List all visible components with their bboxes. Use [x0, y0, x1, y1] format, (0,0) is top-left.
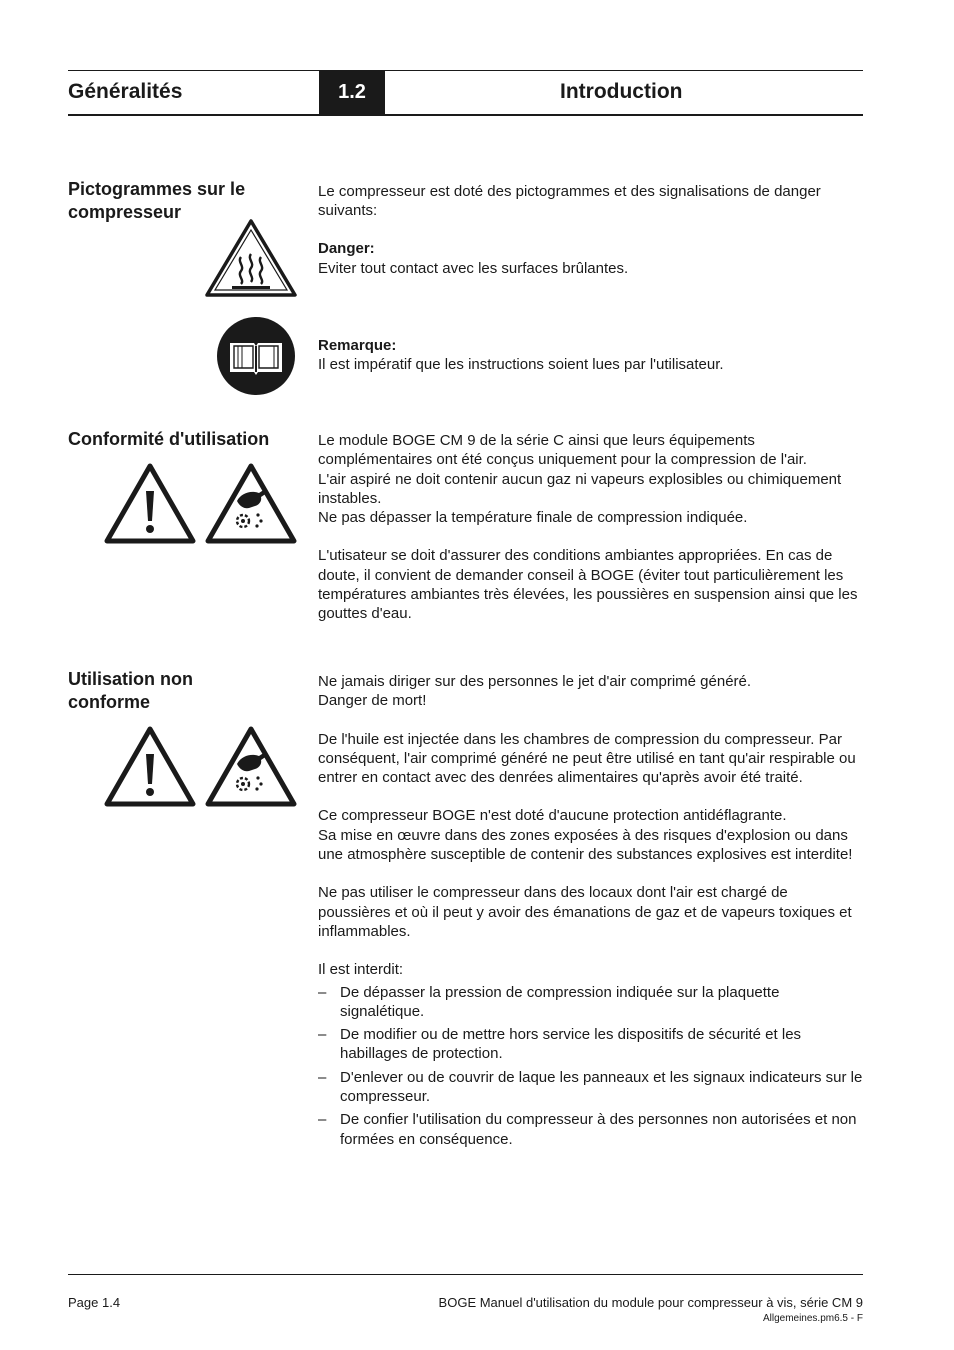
header-top-rule	[68, 70, 863, 71]
non-conforme-body	[318, 672, 864, 1153]
footer-rule	[68, 1274, 863, 1275]
note-text: Il est impératif que les instructions soient lues par l'utilisateur.	[318, 356, 724, 373]
section-title: Généralités	[68, 80, 183, 103]
heading-pictogrammes: Pictogrammes sur le compresseur	[68, 179, 246, 222]
paragraph: L'air aspiré ne doit contenir aucun gaz ni vapeurs explosibles ou chimiquement instables.	[318, 470, 842, 507]
paragraph: Ne pas utiliser le compresseur dans des locaux dont l'air est chargé de poussières et où il peut y avoir des émanations de gaz et de vapeurs toxiques et inflammables.	[318, 884, 852, 940]
page-number: Page 1.4	[68, 1295, 121, 1310]
header-bottom-rule	[68, 114, 863, 116]
paragraph: Le module BOGE CM 9 de la série C ainsi que leurs équipements complémentaires ont été conçus uniquement pour la compression de l'air.	[318, 432, 807, 469]
general-warning-icon	[104, 726, 196, 807]
heading-conformite: Conformité d'utilisation	[68, 429, 270, 449]
note-label: Remarque:	[318, 337, 397, 354]
manual-title: BOGE Manuel d'utilisation du module pour compresseur à vis, série CM 9	[438, 1295, 863, 1310]
hand-crush-warning-icon	[205, 726, 297, 807]
read-manual-icon	[216, 316, 296, 396]
heading-utilisation-non-conforme: Utilisation non conforme	[68, 669, 193, 712]
section-number: 1.2	[319, 71, 385, 114]
list-item: – De confier l'utilisation du compresseur à des personnes non autorisées et non formées en conséquence.	[318, 1110, 864, 1149]
conformite-body	[318, 431, 864, 624]
paragraph: Ce compresseur BOGE n'est doté d'aucune protection antidéflagrante.	[318, 807, 787, 825]
general-warning-icon	[104, 463, 196, 544]
paragraph: Danger de mort!	[318, 692, 427, 710]
paragraph: L'utisateur se doit d'assurer des conditions ambiantes appropriées. En cas de doute, il convient de demander conseil à BOGE (éviter tout particulièrement les températures ambiantes très élevées, les poussières en suspension ainsi que les gouttes d'eau.	[318, 547, 858, 623]
file-reference: Allgemeines.pm6.5 - F	[762, 1313, 863, 1324]
paragraph: Ne pas dépasser la température finale de compression indiquée.	[318, 509, 748, 527]
pictogrammes-intro: Le compresseur est doté des pictogrammes et des signalisations de danger suivants:	[318, 183, 821, 220]
hand-crush-warning-icon	[205, 463, 297, 544]
paragraph: Ne jamais diriger sur des personnes le jet d'air comprimé généré.	[318, 673, 752, 690]
danger-text: Eviter tout contact avec les surfaces brûlantes.	[318, 260, 629, 277]
paragraph: Sa mise en œuvre dans des zones exposées à des risques d'explosion ou dans une atmosphère susceptible de contenir des substances explosives est interdite!	[318, 826, 853, 864]
prohibited-list	[318, 983, 864, 1149]
page-title: Introduction	[560, 80, 683, 103]
hot-surface-warning-icon	[204, 218, 298, 298]
list-item: – De modifier ou de mettre hors service les dispositifs de sécurité et les habillages de protection.	[318, 1025, 864, 1064]
paragraph: De l'huile est injectée dans les chambres de compression du compresseur. Par conséquent, l'air comprimé généré ne peut être utilisé en tant qu'air respirable ou entrer en contact avec des denrées alimentaires qu'après avoir été traité.	[318, 730, 856, 787]
paragraph: Il est interdit:	[318, 961, 404, 979]
list-item: – De dépasser la pression de compression indiquée sur la plaquette signalétique.	[318, 983, 864, 1022]
danger-label: Danger:	[318, 240, 375, 257]
list-item: – D'enlever ou de couvrir de laque les panneaux et les signaux indicateurs sur le compresseur.	[318, 1068, 864, 1107]
